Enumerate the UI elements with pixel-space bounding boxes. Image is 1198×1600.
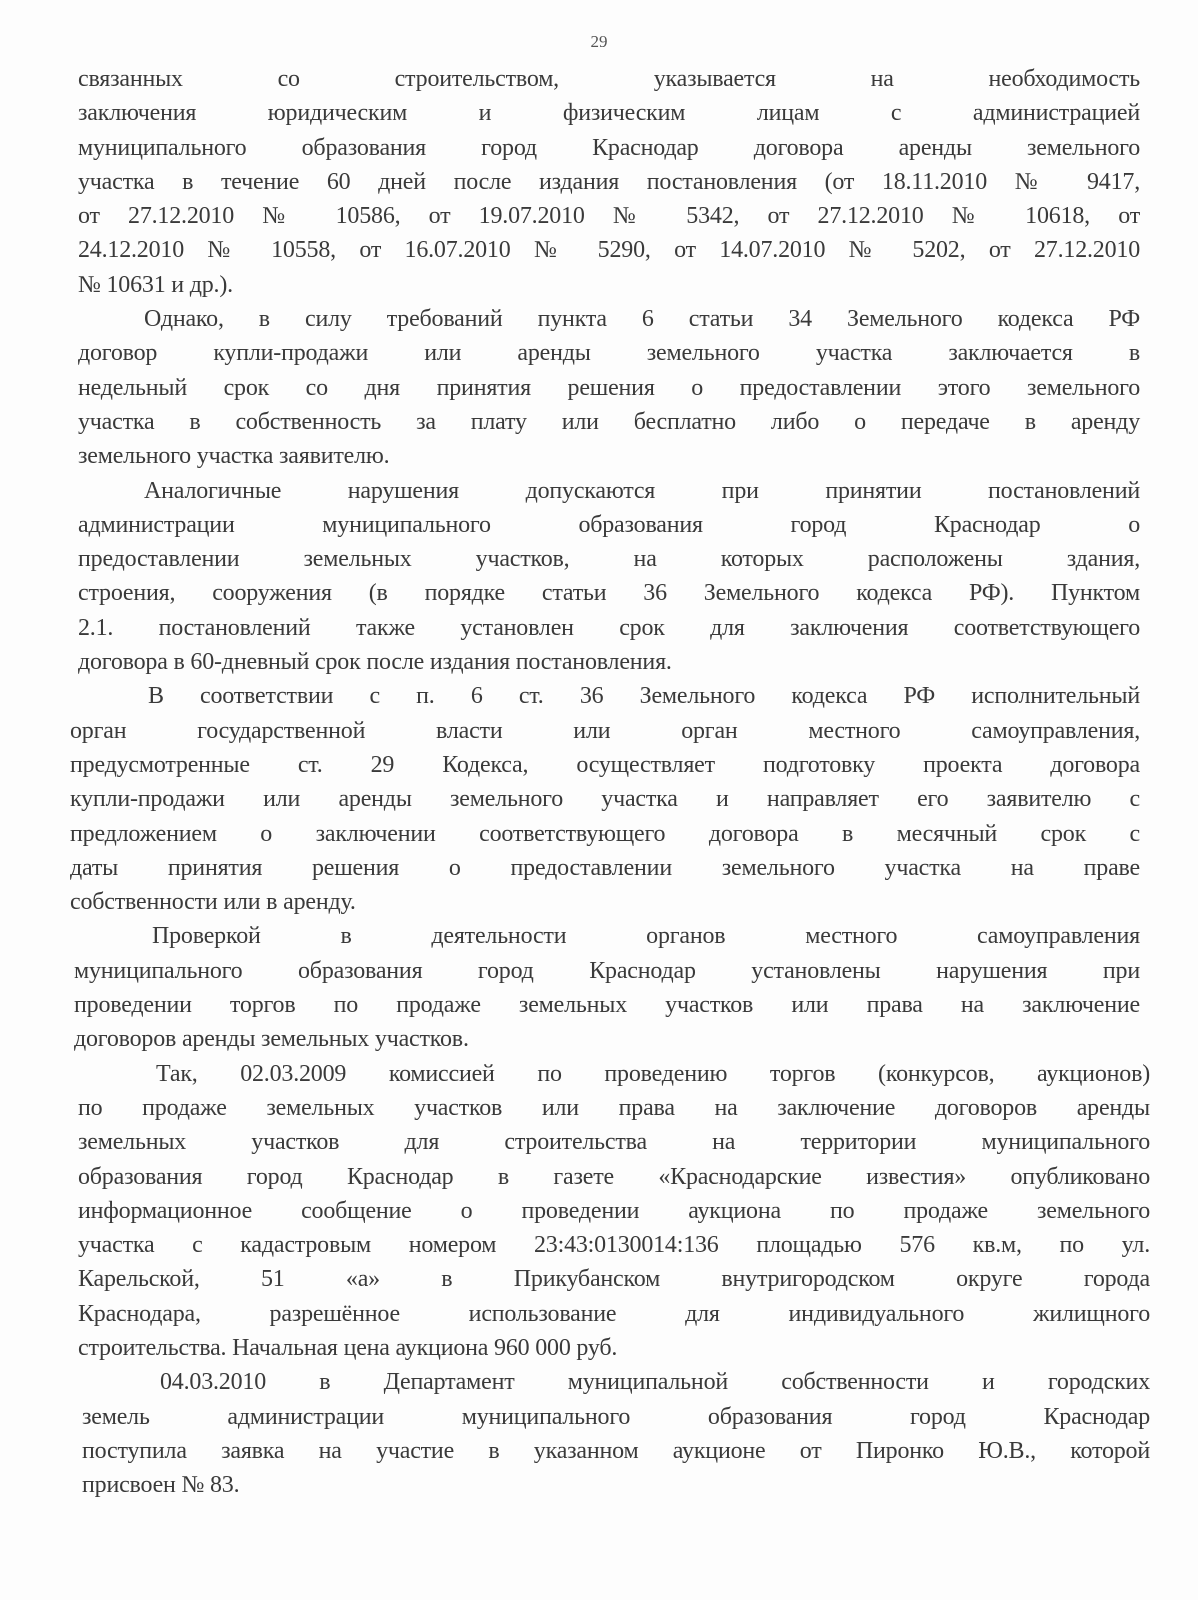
- paragraph: [60, 302, 1140, 473]
- text-line: № 10631 и др.).: [78, 271, 233, 298]
- text-line: Проверкой в деятельности органов местного самоуправления: [152, 923, 1140, 950]
- paragraph: [60, 474, 1140, 680]
- text-line: информационное сообщение о проведении аукциона по продаже земельного: [78, 1197, 1150, 1224]
- text-line: Так, 02.03.2009 комиссией по проведению торгов (конкурсов, аукционов): [156, 1060, 1150, 1087]
- text-line: по продаже земельных участков или права на заключение договоров аренды: [78, 1094, 1150, 1121]
- text-line: заключения юридическим и физическим лицам с администрацией: [78, 100, 1140, 127]
- text-line: предусмотренные ст. 29 Кодекса, осуществляет подготовку проекта договора: [70, 751, 1140, 778]
- text-line: участка в собственность за плату или бесплатно либо о передаче в аренду: [78, 408, 1140, 435]
- text-line: 2.1. постановлений также установлен срок для заключения соответствующего: [78, 614, 1140, 641]
- text-line: поступила заявка на участие в указанном аукционе от Пиронко Ю.В., которой: [82, 1437, 1150, 1464]
- text-line: 24.12.2010 № 10558, от 16.07.2010 № 5290, от 14.07.2010 № 5202, от 27.12.2010: [78, 237, 1140, 264]
- text-line: связанных со строительством, указывается на необходимость: [78, 66, 1140, 92]
- text-line: договор купли-продажи или аренды земельного участка заключается в: [78, 340, 1140, 367]
- text-line: от 27.12.2010 № 10586, от 19.07.2010 № 5342, от 27.12.2010 № 10618, от: [78, 203, 1140, 230]
- text-line: земель администрации муниципального образования город Краснодар: [82, 1403, 1150, 1430]
- paragraph: [60, 919, 1140, 1056]
- text-line: В соответствии с п. 6 ст. 36 Земельного кодекса РФ исполнительный: [148, 683, 1140, 710]
- text-line: Аналогичные нарушения допускаются при принятии постановлений: [144, 477, 1140, 504]
- text-line: даты принятия решения о предоставлении земельного участка на праве: [70, 854, 1140, 881]
- text-line: Однако, в силу требований пункта 6 статьи 34 Земельного кодекса РФ: [144, 306, 1140, 333]
- document-body: [60, 62, 1150, 1502]
- text-line: строительства. Начальная цена аукциона 960 000 руб.: [78, 1334, 618, 1361]
- text-line: 04.03.2010 в Департамент муниципальной собственности и городских: [160, 1369, 1150, 1396]
- paragraph: [60, 1057, 1150, 1366]
- text-line: Краснодара, разрешённое использование для индивидуального жилищного: [78, 1300, 1150, 1327]
- text-line: предложением о заключении соответствующего договора в месячный срок с: [70, 820, 1140, 847]
- text-line: участка с кадастровым номером 23:43:0130014:136 площадью 576 кв.м, по ул.: [78, 1232, 1150, 1259]
- paragraph-continuation: [60, 62, 1140, 302]
- text-line: участка в течение 60 дней после издания постановления (от 18.11.2010 № 9417,: [78, 168, 1140, 195]
- text-line: администрации муниципального образования город Краснодар о: [78, 511, 1140, 538]
- text-line: образования город Краснодар в газете «Краснодарские известия» опубликовано: [78, 1163, 1150, 1190]
- text-line: муниципального образования город Краснодар договора аренды земельного: [78, 134, 1140, 161]
- text-line: присвоен № 83.: [82, 1472, 240, 1499]
- paragraph: [60, 1365, 1150, 1502]
- text-line: орган государственной власти или орган местного самоуправления,: [70, 717, 1140, 744]
- paragraph: [60, 679, 1140, 919]
- text-line: собственности или в аренду.: [70, 889, 356, 916]
- text-line: земельного участка заявителю.: [78, 443, 390, 470]
- text-line: проведении торгов по продаже земельных участков или права на заключение: [74, 992, 1140, 1019]
- text-line: договоров аренды земельных участков.: [74, 1026, 469, 1053]
- text-line: недельный срок со дня принятия решения о предоставлении этого земельного: [78, 374, 1140, 401]
- page-number: 29: [590, 32, 608, 51]
- text-line: строения, сооружения (в порядке статьи 36 Земельного кодекса РФ). Пунктом: [78, 580, 1140, 607]
- text-line: предоставлении земельных участков, на которых расположены здания,: [78, 546, 1140, 573]
- text-line: договора в 60-дневный срок после издания постановления.: [78, 649, 672, 676]
- text-line: муниципального образования город Краснодар установлены нарушения при: [74, 957, 1140, 984]
- text-line: Карельской, 51 «а» в Прикубанском внутригородском округе города: [78, 1266, 1150, 1293]
- text-line: земельных участков для строительства на территории муниципального: [78, 1129, 1150, 1156]
- text-line: купли-продажи или аренды земельного участка и направляет его заявителю с: [70, 786, 1140, 813]
